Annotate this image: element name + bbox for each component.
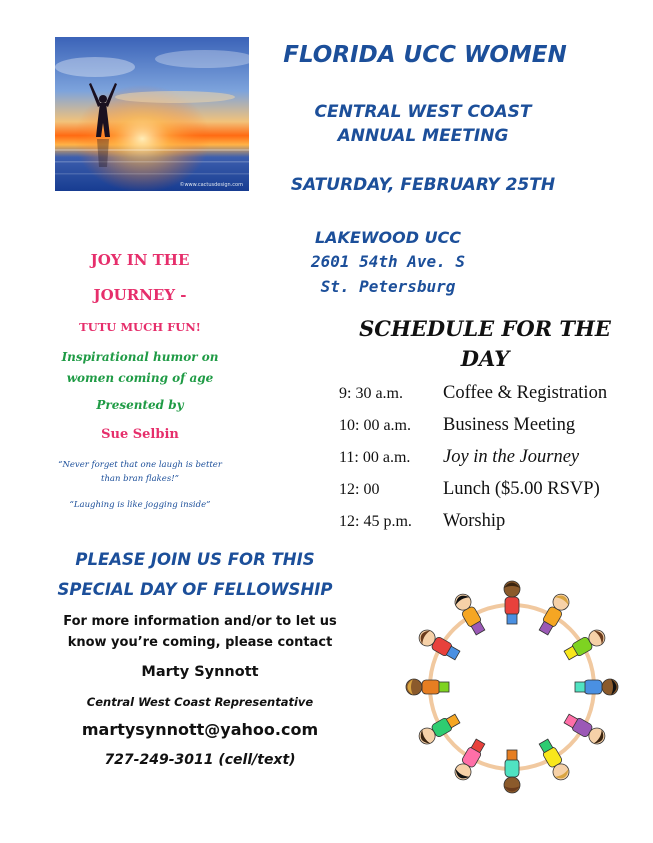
schedule-event: Joy in the Journey (443, 447, 580, 467)
schedule-time: 12: 45 p.m. (339, 513, 412, 530)
venue-name: LAKEWOOD UCC (314, 228, 462, 247)
child-figure (416, 712, 461, 747)
schedule-time: 12: 00 (339, 481, 380, 498)
schedule-row (339, 447, 639, 479)
program-tagline-line-1: Inspirational humor on (61, 350, 219, 364)
meeting-line-2: ANNUAL MEETING (337, 126, 509, 146)
schedule-row (339, 415, 639, 447)
contact-info-line-2: know you’re coming, please contact (67, 635, 333, 650)
child-figure (416, 627, 461, 662)
presenter-name: Sue Selbin (101, 427, 179, 442)
meeting-line-1: CENTRAL WEST COAST (314, 102, 532, 122)
woman-silhouette-sunset-icon (55, 37, 249, 191)
contact-email: martysynnott@yahoo.com (81, 720, 319, 739)
quote-1-line-1: “Never forget that one laugh is better (58, 460, 222, 470)
schedule-row (339, 383, 639, 415)
quote-1-line-2: than bran flakes!” (101, 474, 179, 484)
program-subtitle: TUTU MUCH FUN! (79, 320, 201, 334)
org-title: FLORIDA UCC WOMEN (283, 42, 567, 68)
venue-city: St. Petersburg (320, 277, 456, 296)
schedule-row (339, 511, 639, 543)
child-figure (563, 627, 608, 662)
contact-info-line-1: For more information and/or to let us (63, 614, 337, 629)
schedule-time: 10: 00 a.m. (339, 417, 411, 434)
schedule-event: Worship (443, 511, 506, 531)
schedule-title-line-1: SCHEDULE FOR THE (359, 316, 611, 341)
photo-credit: ©www.cactusdesign.com (179, 182, 243, 188)
schedule-event: Business Meeting (443, 415, 576, 435)
presented-by-label: Presented by (96, 398, 184, 412)
schedule-event: Lunch ($5.00 RSVP) (443, 479, 600, 499)
child-figure (537, 738, 572, 783)
people-holding-hands-circle-icon (395, 570, 630, 805)
schedule-list (339, 383, 639, 543)
child-figure (504, 750, 520, 793)
child-figure (452, 591, 487, 636)
hands-ring (430, 605, 594, 769)
venue-street: 2601 54th Ave. S (310, 252, 466, 271)
child-figure (563, 712, 608, 747)
program-tagline-line-2: women coming of age (66, 371, 214, 385)
program-title-line-2: JOURNEY - (93, 286, 187, 304)
schedule-time: 9: 30 a.m. (339, 385, 403, 402)
schedule-title-line-2: DAY (460, 346, 510, 371)
contact-name: Marty Synnott (141, 664, 259, 680)
child-figure (537, 591, 572, 636)
contact-role: Central West Coast Representative (86, 695, 314, 709)
child-figure (452, 738, 487, 783)
schedule-event: Coffee & Registration (443, 383, 608, 403)
schedule-time: 11: 00 a.m. (339, 449, 411, 466)
child-figure (575, 679, 618, 695)
contact-phone: 727-249-3011 (cell/text) (104, 752, 296, 768)
quote-2: “Laughing is like jogging inside” (69, 500, 211, 510)
sunset-photo (55, 37, 249, 191)
invite-line-1: PLEASE JOIN US FOR THIS (75, 550, 315, 569)
program-title-line-1: JOY IN THE (90, 251, 190, 269)
child-figure (504, 581, 520, 624)
event-date: SATURDAY, FEBRUARY 25TH (290, 175, 556, 195)
schedule-row (339, 479, 639, 511)
child-figure (406, 679, 449, 695)
invite-line-2: SPECIAL DAY OF FELLOWSHIP (57, 580, 333, 599)
